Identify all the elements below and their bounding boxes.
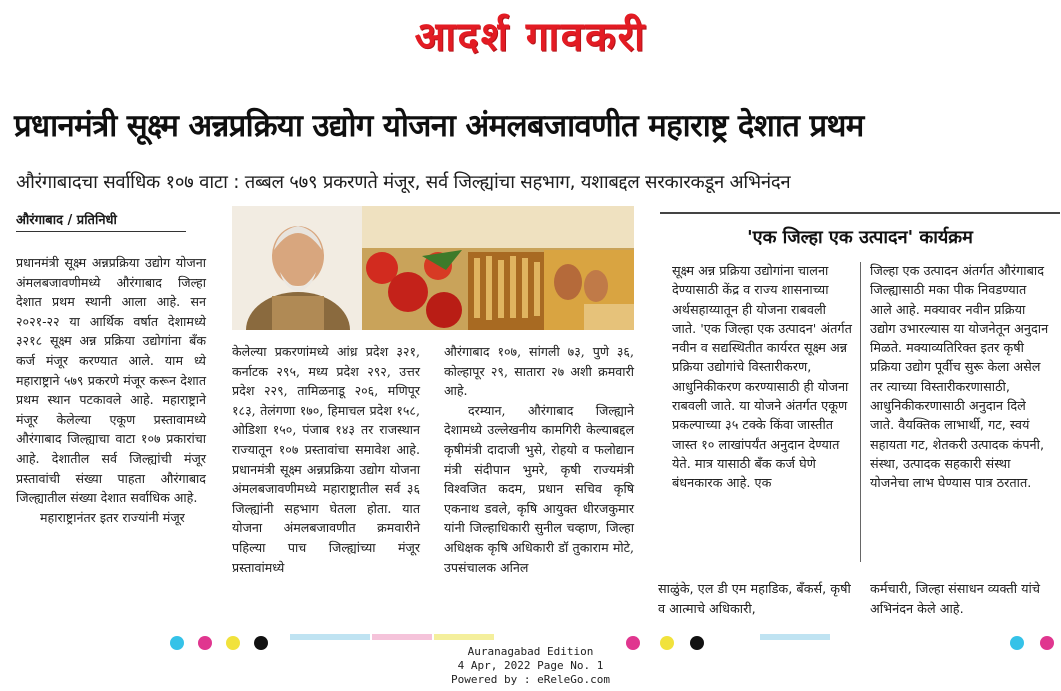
article-column-2 bbox=[232, 342, 420, 577]
col1-para-1: प्रधानमंत्री सूक्ष्म अन्नप्रक्रिया उद्योग योजना अंमलबजावणीमध्ये औरंगाबाद जिल्हा देशात प्रथम स्थानी आला आहे. सन २०२१-२२ या आर्थिक वर्षात देशामध्ये ३२१८ सूक्ष्म अन्न प्रक्रिया उद्योगांना बँक कर्ज मंजूर करण्यात आले. याम ध्ये महाराष्ट्राने ५७९ प्रकरणे मंजूर करून देशात प्रथम स्थान पटकावले आहे. महाराष्ट्राने मंजूर केलेल्या एकूण प्रस्तावामध्ये औरंगाबाद जिल्ह्याचा वाटा १०७ प्रकारांचा आहे. देशातील सर्व जिल्ह्यांची मंजूर प्रस्तावांची संख्या पाहता औरंगाबाद जिल्ह्यातील संख्या देशात सर्वाधिक आहे. bbox=[16, 255, 206, 506]
registration-band bbox=[760, 634, 830, 640]
sidebar-bottom-left: साळुंके, एल डी एम महाडिक, बँकर्स, कृषी व आत्माचे अधिकारी, bbox=[658, 582, 851, 617]
article-column-3 bbox=[444, 342, 634, 577]
masthead-logo: आदर्श गावकरी bbox=[414, 14, 647, 60]
photo-illustration bbox=[232, 206, 634, 330]
byline: औरंगाबाद / प्रतिनिधी bbox=[16, 210, 186, 232]
registration-band bbox=[372, 634, 432, 640]
footer bbox=[0, 645, 1061, 687]
col2-para: केलेल्या प्रकरणांमध्ये आंध्र प्रदेश ३२१, कर्नाटक २९५, मध्य प्रदेश २९२, उत्तर प्रदेश २२९, तामिळनाडू २०६, मणिपूर १८३, तेलंगणा १७०, हिमाचल प्रदेश १५८, ओडिशा १५०, पंजाब १४३ तर राजस्थान राज्यातून १०७ प्रस्तावांचा समावेश आहे. प्रधानमंत्री सूक्ष्म अन्नप्रक्रिया उद्योग योजना अंमलबजावणीमध्ये महाराष्ट्रातील सर्व ३६ जिल्ह्यांनी सहभाग घेतला होता. यात योजना अंमलबजावणीत क्रमवारीने पहिल्या पाच जिल्ह्यांच्या मंजूर प्रस्तावांमध्ये bbox=[232, 344, 420, 575]
masthead bbox=[0, 6, 1061, 68]
col3-para-2: दरम्यान, औरंगाबाद जिल्ह्याने देशामध्ये उल्लेखनीय कामगिरी केल्याबद्दल कृषीमंत्री दादाजी भुसे, रोहयो व फलोद्यान मंत्री संदीपान भुमरे, कृषी राज्यमंत्री विश्वजित कदम, प्रधान सचिव कृषि एकनाथ डवले, कृषि आयुक्त धीरजकुमार यांनी जिल्हाधिकारी सुनील चव्हाण, जिल्हा अधिक्षक कृषि अधिकारी डॉ तुकाराम मोटे, उपसंचालक अनिल bbox=[444, 402, 634, 575]
article-column-1 bbox=[16, 253, 206, 527]
sidebar-top-rule bbox=[660, 212, 1060, 214]
footer-powered-by: Powered by : eReleGo.com bbox=[451, 673, 610, 686]
headline: प्रधानमंत्री सूक्ष्म अन्नप्रक्रिया उद्योग योजना अंमलबजावणीत महाराष्ट्र देशात प्रथम bbox=[14, 108, 864, 144]
subheadline: औरंगाबादचा सर्वाधिक १०७ वाटा : तब्बल ५७९ प्रकरणते मंजूर, सर्व जिल्ह्यांचा सहभाग, यशाबद्दल सरकारकडून अभिनंदन bbox=[16, 172, 791, 193]
sidebar-right-text: जिल्हा एक उत्पादन अंतर्गत औरंगाबाद जिल्ह्यासाठी मका पीक निवडण्यात आले आहे. मक्यावर नवीन प्रक्रिया उद्योग उभारल्यास या योजनेतून अनुदान मिळते. मक्याव्यतिरिक्त इतर कृषी प्रक्रिया उद्योग पूर्वीच सुरू केला असेल तर त्याच्या विस्तारीकरणासाठी, आधुनिकीकरणासाठी अनुदान दिले जाते. वैयक्तिक लाभार्थी, गट, स्वयं सहायता गट, शेतकरी उत्पादक कंपनी, संस्था, उत्पादक सहकारी संस्था योजनेचा लाभ घेण्यास पात्र ठरतात. bbox=[870, 264, 1049, 492]
footer-date-page: 4 Apr, 2022 Page No. 1 bbox=[457, 659, 604, 672]
sidebar-bottom-right: कर्मचारी, जिल्हा संसाधन व्यक्ती यांचे अभिनंदन केले आहे. bbox=[870, 582, 1040, 617]
registration-band bbox=[434, 634, 494, 640]
col3-para-1: औरंगाबाद १०७, सांगली ७३, पुणे ३६, कोल्हापूर २९, सातारा २७ अशी क्रमवारी आहे. bbox=[444, 344, 634, 399]
sidebar-title: 'एक जिल्हा एक उत्पादन' कार्यक्रम bbox=[747, 227, 973, 248]
sidebar-divider bbox=[860, 262, 861, 562]
col1-para-2: महाराष्ट्रानंतर इतर राज्यांनी मंजूर bbox=[40, 509, 185, 525]
portrait-and-produce-photo bbox=[232, 206, 634, 330]
registration-band bbox=[290, 634, 370, 640]
footer-edition: Auranagabad Edition bbox=[467, 645, 594, 658]
sidebar-left-text: सूक्ष्म अन्न प्रक्रिया उद्योगांना चालना देण्यासाठी केंद्र व राज्य शासनाच्या अर्थसहाय्यातून ही योजना राबवली जाते. 'एक जिल्हा एक उत्पादन' अंतर्गत नवीन व सद्यस्थितीत कार्यरत सूक्ष्म अन्न प्रक्रिया उद्योगांचे विस्तारीकरण, आधुनिकीकरण करण्यासाठी ही योजना राबवली जाते. या योजने अंतर्गत एकूण प्रकल्पाच्या ३५ टक्के किंवा जास्तीत जास्त १० लाखांपर्यंत अनुदान देण्यात येते. मात्र यासाठी बँक कर्ज घेणे बंधनकारक आहे. एक bbox=[672, 264, 852, 492]
